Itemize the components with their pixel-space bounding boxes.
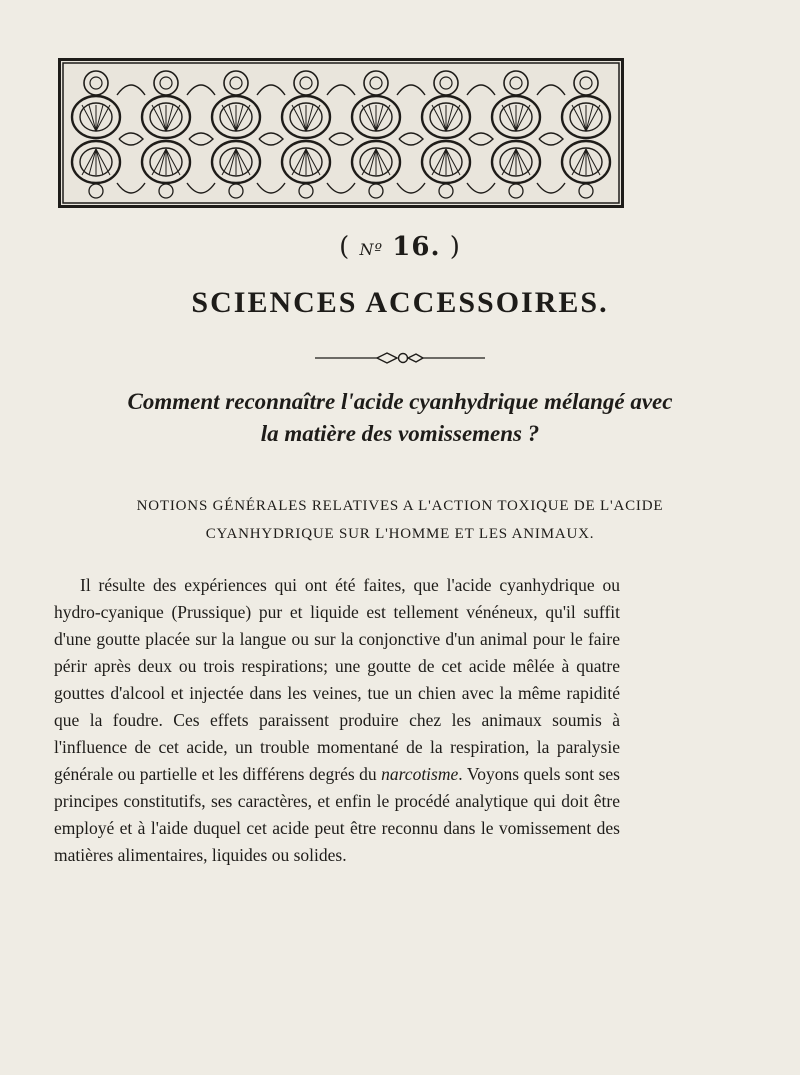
section-title: SCIENCES ACCESSOIRES. [191,286,609,319]
number-value: 16. [392,232,441,262]
article-title-line-2: la matière des vomissemens ? [260,421,540,446]
subheading-line-2: CYANHYDRIQUE SUR L'HOMME ET LES ANIMAUX. [205,526,595,542]
fleuron-divider-icon [315,351,485,365]
paragraph-emphasis: narcotisme [381,764,459,784]
paragraph-part-1: Il résulte des expériences qui ont été faites, que l'acide cyanhydrique ou hydro-cyanique (Prussique) pur et liquide est tellement vénéneux, qu'il suffit d'une goutte placée sur la langue ou sur la conjonctive d'un animal pour le faire périr après deux ou trois respirations; une goutte de cet acide mêlée à quatre gouttes d'alcool et injectée dans les veines, tue un chien avec la même rapidité que la foudre. Ces effets paraissent produire chez les animaux soumis à l'influence de cet acide, un trouble momentané de la respiration, la paralysie générale ou partielle et les différens degrés du [54,575,620,784]
article-title-line-1: Comment reconnaître l'acide cyanhydrique mélangé avec [127,389,673,414]
paren-open: ( [339,232,351,262]
article-paragraph [54,572,620,869]
ornamental-frieze-icon [58,58,624,208]
paren-close: ) [449,232,461,262]
frieze-svg [61,61,621,205]
article-subheading [70,492,730,548]
issue-number [0,232,800,262]
subheading-line-1: NOTIONS GÉNÉRALES RELATIVES A L'ACTION TOXIQUE DE L'ACIDE [136,498,664,514]
article-title [60,386,740,450]
number-abbr: Nº [359,240,384,259]
paragraph-part-2: . Voyons quels sont ses principes constitutifs, ses caractères, et enfin le procédé analytique qui doit être employé et à l'aide duquel cet acide peut être reconnu dans le vomissement des matières alimentaires, liquides ou solides. [54,764,620,865]
